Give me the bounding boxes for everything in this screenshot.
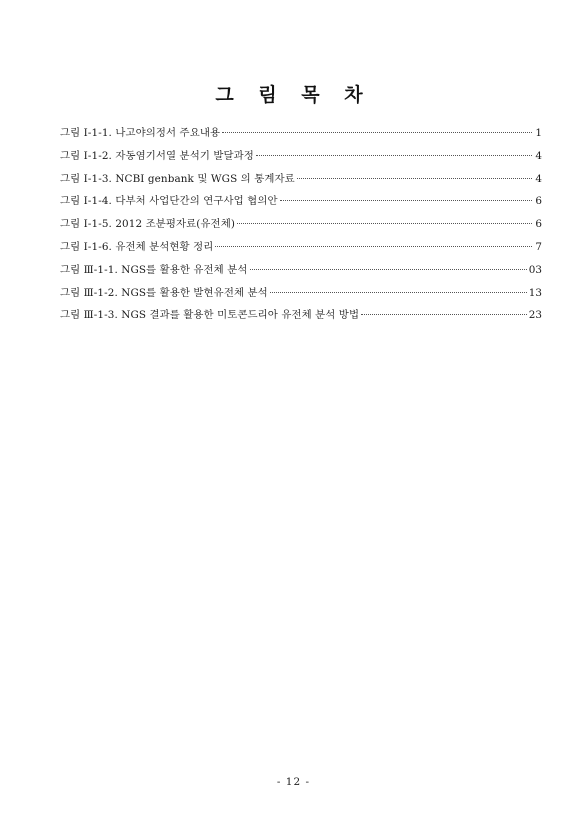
table-of-figures — [60, 124, 542, 329]
dot-leader — [250, 269, 527, 270]
page-number: - 12 - — [276, 776, 311, 788]
dot-leader — [361, 314, 527, 315]
toc-entry-page: 03 — [528, 263, 542, 276]
toc-entry-page: 7 — [535, 240, 542, 253]
toc-entry-label: 그림 Ⅰ-1-4. 다부처 사업단간의 연구사업 협의안 — [60, 195, 278, 208]
toc-entry-label: 그림 Ⅰ-1-6. 유전체 분석현황 정리 — [60, 240, 214, 253]
toc-entry[interactable] — [60, 215, 542, 238]
toc-entry-label: 그림 Ⅲ-1-2. NGS를 활용한 발현유전체 분석 — [60, 286, 268, 299]
dot-leader — [270, 292, 527, 293]
dot-leader — [215, 246, 532, 247]
toc-entry-label: 그림 Ⅰ-1-3. NCBI genbank 및 WGS 의 통계자료 — [60, 172, 295, 185]
toc-entry-label: 그림 Ⅲ-1-3. NGS 결과를 활용한 미토콘드리아 유전체 분석 방법 — [60, 309, 360, 322]
dot-leader — [237, 223, 532, 224]
dot-leader — [297, 178, 532, 179]
toc-entry[interactable] — [60, 192, 542, 215]
toc-entry-label: 그림 Ⅰ-1-1. 나고야의정서 주요내용 — [60, 127, 221, 139]
page-title: 그 림 목 차 — [215, 84, 372, 106]
dot-leader — [222, 132, 532, 133]
toc-entry[interactable] — [60, 170, 542, 193]
toc-entry-page: 4 — [535, 172, 542, 185]
toc-entry[interactable] — [60, 261, 542, 284]
dot-leader — [280, 200, 532, 201]
toc-entry-page: 1 — [535, 127, 542, 139]
toc-entry-label: 그림 Ⅲ-1-1. NGS를 활용한 유전체 분석 — [60, 263, 248, 276]
toc-entry-label: 그림 Ⅰ-1-5. 2012 조분평자료(유전체) — [60, 218, 235, 231]
toc-entry-page: 23 — [528, 309, 542, 322]
toc-entry-page: 4 — [535, 149, 542, 162]
toc-entry-page: 6 — [535, 218, 542, 231]
toc-entry[interactable] — [60, 238, 542, 261]
dot-leader — [256, 155, 532, 156]
toc-entry[interactable] — [60, 306, 542, 329]
toc-entry-page: 13 — [528, 286, 542, 299]
toc-entry[interactable] — [60, 284, 542, 307]
toc-entry-label: 그림 Ⅰ-1-2. 자동염기서열 분석기 발달과정 — [60, 149, 254, 162]
toc-entry[interactable] — [60, 124, 542, 147]
toc-entry-page: 6 — [535, 195, 542, 208]
toc-entry[interactable] — [60, 147, 542, 170]
